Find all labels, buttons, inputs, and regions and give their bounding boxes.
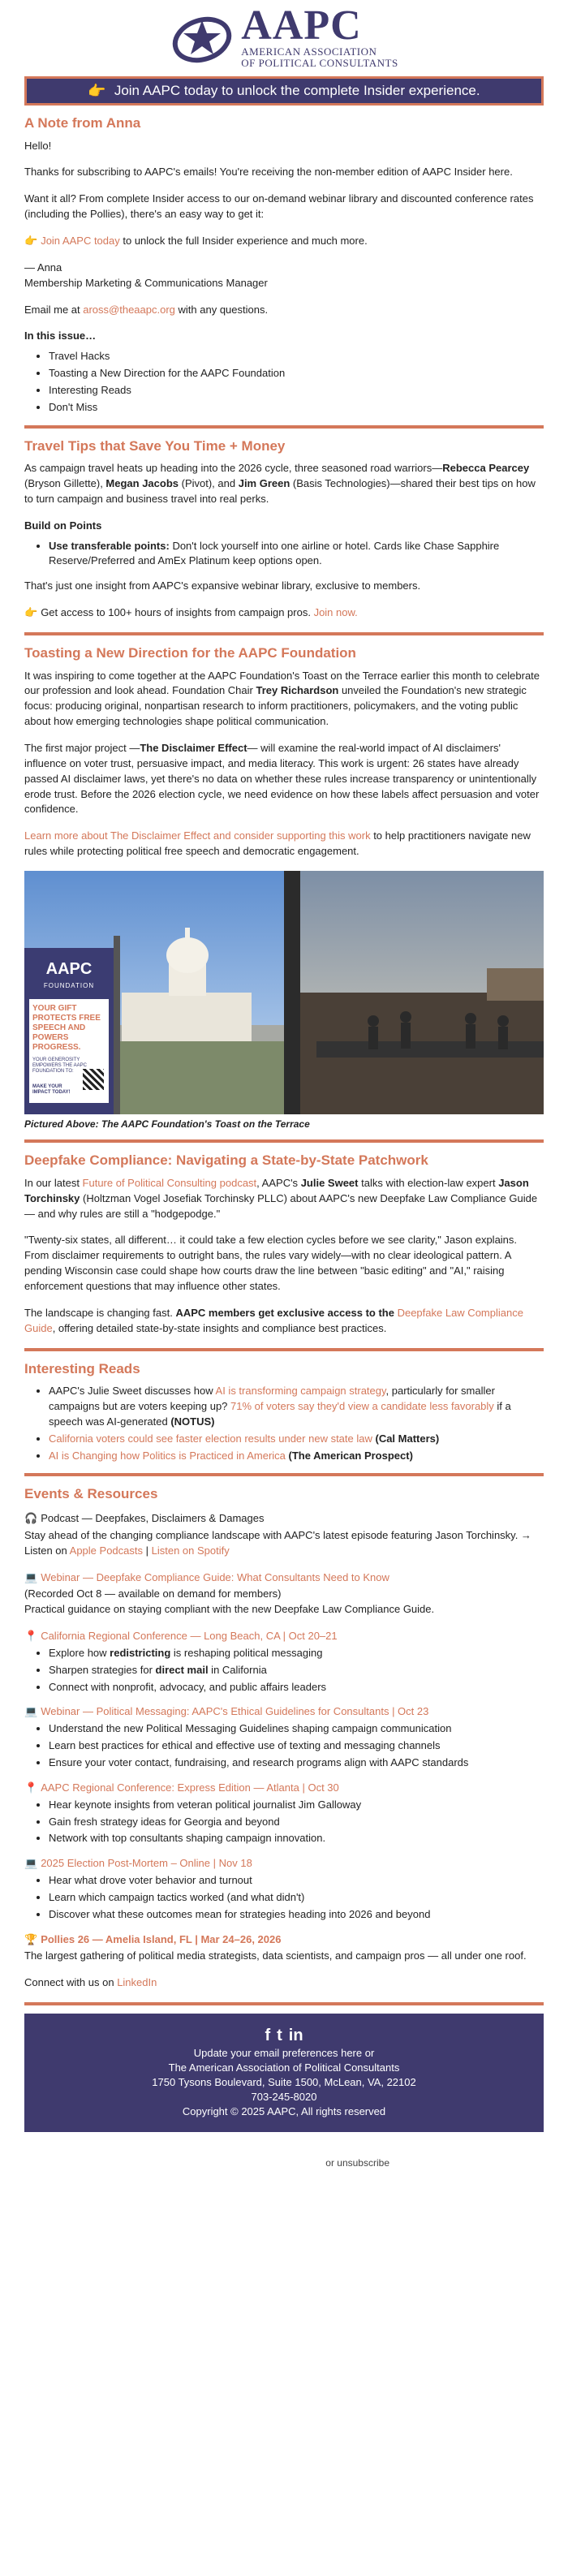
facebook-icon[interactable]: f bbox=[265, 2027, 271, 2045]
join-link[interactable]: Join AAPC today bbox=[41, 235, 120, 248]
webinar2-title bbox=[24, 1704, 544, 1720]
email-line: Email me at aross@theaapc.org with any questions. bbox=[24, 303, 269, 316]
travel-p1: As campaign travel heats up heading into the 2026 cycle, three seasoned road warriors—Rebecca Pearcey (Bryson Gillette), Megan Jacobs (Pivot), and Jim Green (Basis Technologies)—shared their best tips on how to turn campaign and business travel into real perks. bbox=[24, 462, 536, 505]
list-item: • Understand the new Political Messaging Guidelines shaping campaign communication bbox=[49, 1721, 544, 1737]
events-heading: Events & Resources bbox=[24, 1486, 158, 1502]
travel-cta: 👉 Get access to 100+ hours of insights from campaign pros. Join now. bbox=[24, 606, 358, 619]
podcast-desc: Stay ahead of the changing compliance landscape with AAPC's latest episode featuring Jason Torchinsky. → Listen on Apple Podcasts | Listen on Spotify bbox=[24, 1528, 531, 1557]
travel-tips bbox=[24, 539, 544, 570]
pollies-desc: The largest gathering of political media strategists, data scientists, and campaign pros — all under one roof. bbox=[24, 1949, 527, 1962]
pollies-link[interactable]: Pollies 26 — Amelia Island, FL | Mar 24–26, 2026 bbox=[41, 1932, 282, 1945]
webinar1-link[interactable]: Webinar — Deepfake Compliance Guide: What Consultants Need to Know bbox=[41, 1570, 389, 1583]
deepfake-p1: In our latest Future of Political Consulting podcast, AAPC's Julie Sweet talks with election-law expert Jason Torchinsky (Holtzman Vogel Josefiak Torchinsky PLLC) about AAPC's new Deepfake Law Compliance Guide — and why rules are still a "hodgepodge." bbox=[24, 1176, 538, 1220]
org-name: The American Association of Political Consultants bbox=[168, 2061, 400, 2074]
logo-line-1: AMERICAN ASSOCIATION bbox=[241, 45, 377, 58]
section-divider bbox=[24, 1139, 544, 1143]
join-banner[interactable] bbox=[24, 76, 544, 106]
unsubscribe-link[interactable]: or unsubscribe bbox=[325, 2157, 389, 2169]
pointing-hand-icon: 👉 bbox=[24, 235, 38, 248]
email-container bbox=[24, 0, 544, 2171]
photo-caption: Pictured Above: The AAPC Foundation's Toast on the Terrace bbox=[24, 1118, 310, 1130]
toast-p1: It was inspiring to come together at the AAPC Foundation's Toast on the Terrace earlier this month to celebrate our profession and look ahead. Foundation Chair Trey Richardson unveiled the Foundation's new strategic focus: producing original, nonpartisan research to inform practitioners, policymakers, and the voting public about how emerging technologies shape political communication. bbox=[24, 669, 540, 728]
apple-podcasts-link[interactable]: Apple Podcasts bbox=[69, 1544, 143, 1557]
conf2-link[interactable]: AAPC Regional Conference: Express Edition — Atlanta | Oct 30 bbox=[41, 1781, 339, 1794]
deepfake-p2: "Twenty-six states, all different… it could take a few election cycles before we see clarity," Jason explains. From disclaimer requirements to outright bans, the rules vary widely—with no clear ideological pattern. A pending Wisconsin case could shape how courts draw the line between "basic editing" and "AI," raising enforcement questions that may influence other states. bbox=[24, 1234, 518, 1293]
terrace-photo bbox=[284, 871, 544, 1114]
reads-list bbox=[24, 1384, 544, 1463]
list-item: • Travel Hacks bbox=[49, 349, 544, 364]
list-item: • Sharpen strategies for direct mail in California bbox=[49, 1663, 544, 1678]
conf1-link[interactable]: California Regional Conference — Long Beach, CA | Oct 20–21 bbox=[41, 1630, 338, 1643]
podcast-link[interactable]: Future of Political Consulting podcast bbox=[82, 1176, 257, 1189]
section-divider bbox=[24, 2002, 544, 2005]
join-now-link[interactable]: Join now. bbox=[313, 606, 358, 619]
section-divider bbox=[24, 1473, 544, 1476]
issue-heading: In this issue… bbox=[24, 330, 97, 342]
conf1-list bbox=[24, 1646, 544, 1695]
trophy-icon: 🏆 bbox=[24, 1932, 38, 1945]
join-cta: 👉 Join AAPC today to unlock the full Insider experience and much more. bbox=[24, 235, 368, 248]
list-item: • Connect with nonprofit, advocacy, and public affairs leaders bbox=[49, 1680, 544, 1695]
pollies-title bbox=[24, 1932, 544, 1948]
travel-p2: That's just one insight from AAPC's expansive webinar library, exclusive to members. bbox=[24, 579, 421, 592]
section-divider bbox=[24, 632, 544, 635]
note-p1: Thanks for subscribing to AAPC's emails! You're receiving the non-member edition of AAPC Insider here. bbox=[24, 166, 513, 179]
list-item: • Don't Miss bbox=[49, 400, 544, 416]
ai-politics-link[interactable]: AI is Changing how Politics is Practiced in America bbox=[49, 1449, 286, 1462]
linkedin-link[interactable]: LinkedIn bbox=[117, 1976, 157, 1989]
california-link[interactable]: California voters could see faster election results under new state law bbox=[49, 1432, 372, 1445]
webinar2-list bbox=[24, 1721, 544, 1771]
list-item: • Explore how redistricting is reshaping political messaging bbox=[49, 1646, 544, 1661]
conf2-list bbox=[24, 1798, 544, 1847]
voters-poll-link[interactable]: 71% of voters say they'd view a candidate less favorably bbox=[230, 1400, 494, 1413]
pin-icon: 📍 bbox=[24, 1781, 38, 1794]
list-item: • Use transferable points: Don't lock yourself into one airline or hotel. Cards like Chase Sapphire Reserve/Preferred and AmEx Platinum keep options open. bbox=[49, 539, 544, 570]
headphones-icon: 🎧 bbox=[24, 1512, 38, 1525]
laptop-icon: 💻 bbox=[24, 1857, 38, 1870]
event-photos bbox=[24, 871, 544, 1114]
preferences-line[interactable]: Update your email preferences here or bbox=[193, 2047, 375, 2060]
conf2-title bbox=[24, 1781, 544, 1796]
podcast-title: 🎧 Podcast — Deepfakes, Disclaimers & Damages bbox=[24, 1512, 265, 1525]
list-item: • Discover what these outcomes mean for strategies heading into 2026 and beyond bbox=[49, 1907, 544, 1923]
org-phone: 703-245-8020 bbox=[251, 2091, 317, 2104]
section-divider bbox=[24, 1348, 544, 1351]
list-item: • Learn which campaign tactics worked (and what didn't) bbox=[49, 1890, 544, 1906]
list-item: • Ensure your voter contact, fundraising, and research programs align with AAPC standards bbox=[49, 1755, 544, 1771]
deepfake-p3: The landscape is changing fast. AAPC members get exclusive access to the Deepfake Law Compliance Guide, offering detailed state-by-state insights and compliance best practices. bbox=[24, 1306, 523, 1334]
toast-p3: Learn more about The Disclaimer Effect and consider supporting this work to help practitioners navigate new rules while protecting political free speech and democratic engagement. bbox=[24, 829, 531, 858]
list-item: • Toasting a New Direction for the AAPC Foundation bbox=[49, 366, 544, 381]
laptop-icon: 💻 bbox=[24, 1705, 38, 1718]
list-item: • AI is Changing how Politics is Practiced in America (The American Prospect) bbox=[49, 1449, 544, 1464]
disclaimer-effect-link[interactable]: Learn more about The Disclaimer Effect and consider supporting this work bbox=[24, 829, 371, 842]
pin-icon: 📍 bbox=[24, 1630, 38, 1643]
travel-heading: Travel Tips that Save You Time + Money bbox=[24, 437, 286, 454]
webinar2-link[interactable]: Webinar — Political Messaging: AAPC's Ethical Guidelines for Consultants | Oct 23 bbox=[41, 1705, 429, 1718]
footer bbox=[24, 2014, 544, 2132]
logo-line-2: OF POLITICAL CONSULTANTS bbox=[241, 57, 398, 69]
spotify-link[interactable]: Listen on Spotify bbox=[151, 1544, 230, 1557]
sig-name: — Anna bbox=[24, 261, 62, 274]
email-link[interactable]: aross@theaapc.org bbox=[83, 303, 175, 316]
linkedin-icon[interactable]: in bbox=[288, 2027, 303, 2045]
sig-title: Membership Marketing & Communications Manager bbox=[24, 276, 268, 289]
org-address: 1750 Tysons Boulevard, Suite 1500, McLean, VA, 22102 bbox=[152, 2076, 416, 2089]
webinar1-title bbox=[24, 1570, 544, 1586]
note-p2: Want it all? From complete Insider access to our on-demand webinar library and discounted conference rates (including the Pollies), there's an easy way to get it: bbox=[24, 192, 534, 221]
reads-heading: Interesting Reads bbox=[24, 1360, 140, 1376]
webinar1-desc: (Recorded Oct 8 — available on demand for members) Practical guidance on staying compliant with the new Deepfake Law Compliance Guide. bbox=[24, 1587, 435, 1616]
aapc-logo[interactable] bbox=[24, 0, 544, 75]
list-item: • Network with top consultants shaping campaign innovation. bbox=[49, 1831, 544, 1846]
postmortem-title bbox=[24, 1856, 544, 1872]
copyright: Copyright © 2025 AAPC, All rights reserved bbox=[182, 2105, 386, 2118]
list-item: • Gain fresh strategy ideas for Georgia and beyond bbox=[49, 1815, 544, 1830]
postmortem-list bbox=[24, 1873, 544, 1923]
travel-subheading: Build on Points bbox=[24, 519, 102, 532]
section-divider bbox=[24, 425, 544, 429]
postmortem-link[interactable]: 2025 Election Post-Mortem – Online | Nov 18 bbox=[41, 1857, 252, 1870]
conf1-title bbox=[24, 1629, 544, 1644]
deepfake-heading: Deepfake Compliance: Navigating a State-by-State Patchwork bbox=[24, 1152, 428, 1169]
list-item: • Learn best practices for ethical and effective use of texting and messaging channels bbox=[49, 1738, 544, 1754]
toast-p2: The first major project —The Disclaimer Effect— will examine the real-world impact of AI disclaimers' influence on voter trust, persuasive impact, and media literacy. This work is urgent: 26 states have already passed AI disclaimer laws, yet there's no data on whether these rules increase transparency or unintentionally erode trust. Before the 2026 election cycle, we need evidence on how these labels affect persuasion and voter confidence. bbox=[24, 742, 540, 816]
laptop-icon: 💻 bbox=[24, 1570, 38, 1583]
list-item: • Hear keynote insights from veteran political journalist Jim Galloway bbox=[49, 1798, 544, 1813]
pointing-hand-icon: 👉 bbox=[24, 606, 38, 619]
foundation-sign: AAPC FOUNDATION YOUR GIFT PROTECTS FREE SPEECH AND POWERS PROGRESS. YOUR GENEROSITY EMPOWERS THE AAPC FOUNDATION TO: MAKE YOUR IMPACT TODAY! bbox=[24, 948, 114, 1114]
capitol-photo bbox=[24, 871, 284, 1114]
pointing-hand-icon: 👉 bbox=[88, 82, 106, 99]
list-item: • Hear what drove voter behavior and turnout bbox=[49, 1873, 544, 1889]
issue-list bbox=[24, 349, 544, 415]
connect-line: Connect with us on LinkedIn bbox=[24, 1976, 157, 1989]
ai-strategy-link[interactable]: AI is transforming campaign strategy bbox=[215, 1385, 386, 1398]
star-swoosh-icon bbox=[170, 9, 235, 66]
note-heading: A Note from Anna bbox=[24, 115, 141, 131]
compliance-guide-link[interactable]: Deepfake Law Compliance Guide bbox=[24, 1306, 523, 1334]
social-icons bbox=[24, 2028, 544, 2043]
qr-caption: MAKE YOUR IMPACT TODAY! bbox=[32, 1083, 71, 1095]
logo-wordmark: AAPC bbox=[241, 2, 362, 49]
banner-text: Join AAPC today to unlock the complete Insider experience. bbox=[114, 82, 480, 98]
list-item: • AAPC's Julie Sweet discusses how AI is transforming campaign strategy, particularly for smaller campaigns but are voters keeping up? 71% of voters say they'd view a candidate less favorably if a speech was AI-generated (NOTUS) bbox=[49, 1384, 544, 1430]
qr-code-icon bbox=[83, 1069, 104, 1090]
toast-heading: Toasting a New Direction for the AAPC Foundation bbox=[24, 645, 356, 661]
list-item: • California voters could see faster election results under new state law (Cal Matters) bbox=[49, 1432, 544, 1447]
list-item: • Interesting Reads bbox=[49, 383, 544, 398]
twitter-icon[interactable]: t bbox=[277, 2027, 282, 2045]
signature bbox=[24, 261, 544, 291]
greeting: Hello! bbox=[24, 139, 52, 152]
